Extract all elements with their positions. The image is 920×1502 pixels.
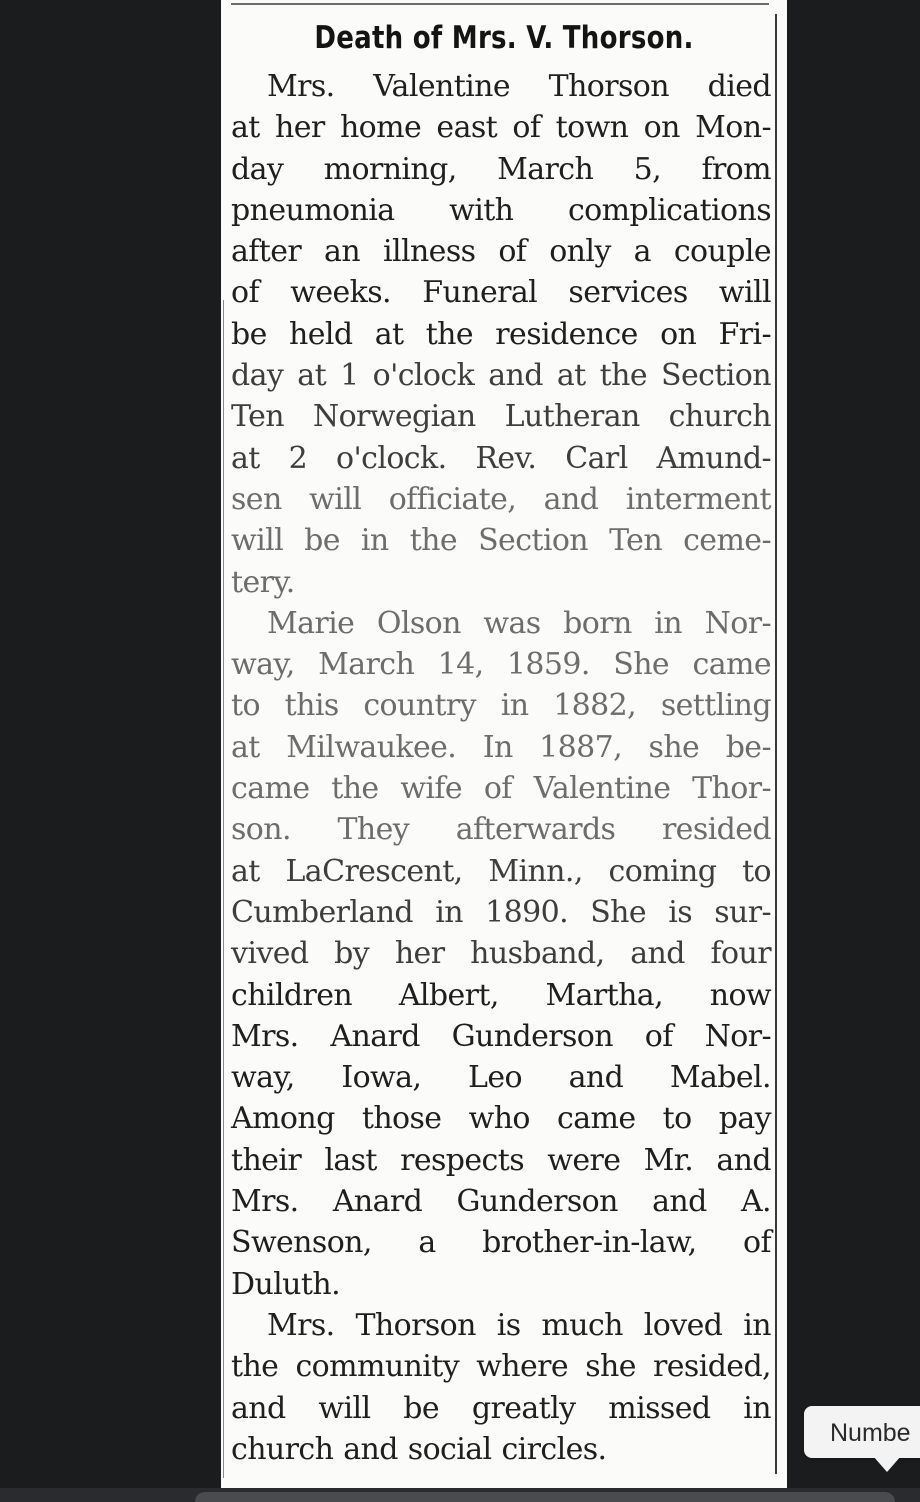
text-line: pneumonia with complications [231,192,771,228]
text-line: vived by her husband, and four [231,936,771,972]
paragraph-3 [231,1305,771,1470]
article-headline: Death of Mrs. V. Thorson. [314,20,694,56]
text-line: Swenson, a brother-in-law, of [231,1225,771,1261]
text-line: and will be greatly missed in [231,1390,771,1426]
tooltip-pointer [873,1456,901,1472]
text-line: way, Iowa, Leo and Mabel. [231,1060,771,1096]
text-line: sen will officiate, and interment [231,481,771,517]
text-line: came the wife of Valentine Thor- [231,771,771,807]
text-line: day at 1 o'clock and at the Section [231,358,771,394]
paragraph-2 [231,603,771,1305]
column-rule-left [223,300,224,1478]
tooltip [804,1406,920,1458]
tooltip-label: Numbe [830,1419,911,1447]
paragraph-1 [231,66,771,603]
text-line: Cumberland in 1890. She is sur- [231,894,771,930]
text-line: be held at the residence on Fri- [231,316,771,352]
top-rule [231,3,769,5]
text-line: Mrs. Valentine Thorson died [267,69,771,104]
text-line: way, March 14, 1859. She came [231,647,771,683]
text-line: after an illness of only a couple [231,234,771,270]
text-line: Duluth. [231,1266,341,1302]
text-line: their last respects were Mr. and [231,1142,771,1178]
newspaper-clipping [221,0,787,1488]
text-line: the community where she resided, [231,1349,771,1385]
text-line: at her home east of town on Mon- [231,110,771,146]
text-line: church and social circles. [231,1431,607,1467]
text-line: at LaCrescent, Minn., coming to [231,853,771,889]
text-line: Marie Olson was born in Nor- [267,605,771,641]
text-line: at Milwaukee. In 1887, she be- [231,729,771,765]
text-line: day morning, March 5, from [231,151,771,187]
text-line: to this country in 1882, settling [231,688,771,724]
text-line: children Albert, Martha, now [231,977,771,1013]
text-line: Mrs. Anard Gunderson and A. [231,1184,771,1220]
text-line: at 2 o'clock. Rev. Carl Amund- [231,440,771,476]
text-line: Mrs. Anard Gunderson of Nor- [231,1018,771,1054]
text-line: will be in the Section Ten ceme- [231,523,771,559]
text-line: Ten Norwegian Lutheran church [231,399,771,435]
column-rule-right [775,14,777,1474]
bottom-toolbar [0,1488,920,1502]
text-line: Among those who came to pay [231,1101,771,1137]
text-line: of weeks. Funeral services will [231,275,771,311]
text-line: tery. [231,564,295,600]
text-line: son. They afterwards resided [231,812,771,848]
toolbar-handle[interactable] [195,1492,895,1502]
article-body [231,66,771,1470]
text-line: Mrs. Thorson is much loved in [267,1307,771,1343]
